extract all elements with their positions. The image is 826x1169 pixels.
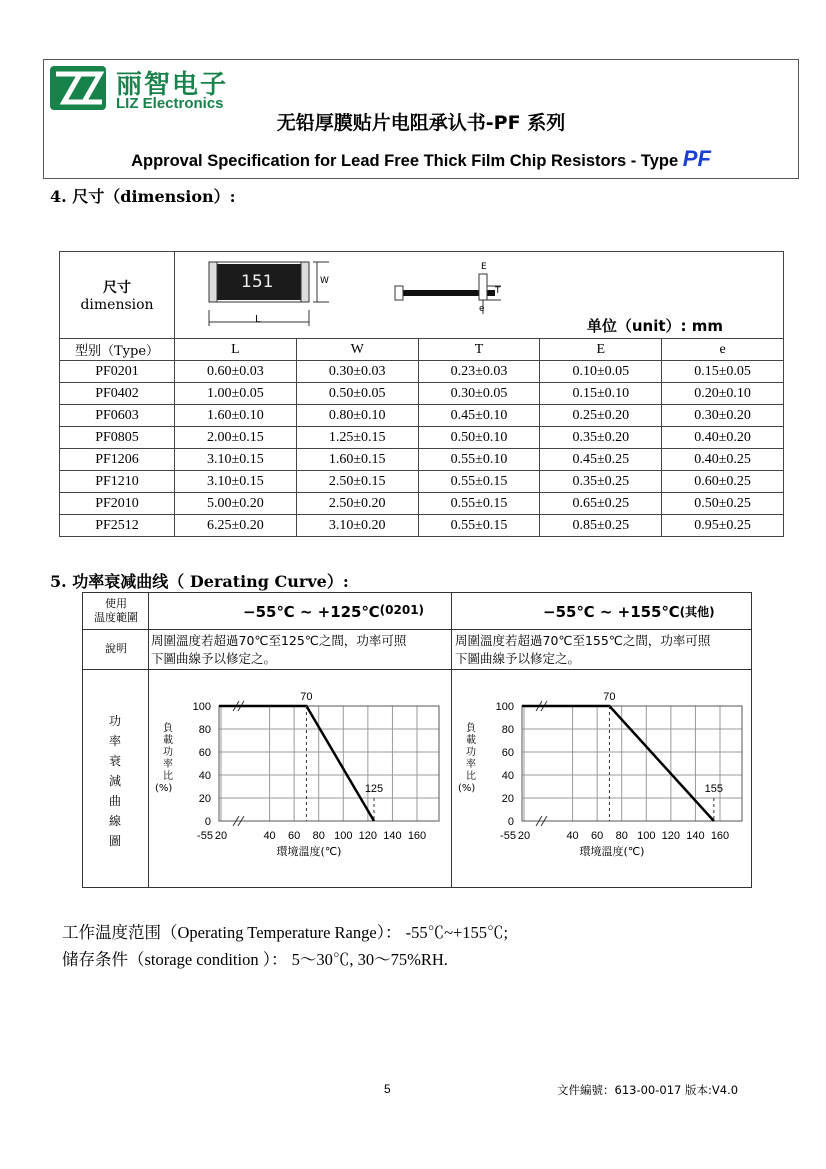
column-header: 型别（Type） <box>60 339 175 361</box>
table-body <box>60 361 784 537</box>
dimension-value-cell: 0.20±0.10 <box>662 383 784 405</box>
table-row <box>60 493 784 515</box>
dimension-value-cell: 0.40±0.25 <box>662 449 784 471</box>
x-tick-label: 40 <box>566 830 579 842</box>
x-tick-label: 100 <box>334 830 353 842</box>
note-right <box>455 632 751 668</box>
section4-heading: 4. 尺寸（dimension）: <box>50 187 236 206</box>
dimension-value-cell: 1.60±0.15 <box>296 449 418 471</box>
y-tick-label: 100 <box>495 701 514 713</box>
dimension-value-cell: 0.30±0.03 <box>296 361 418 383</box>
note-right-line-2: 下圖曲線予以修定之。 <box>455 651 581 666</box>
dimension-value-cell: 1.25±0.15 <box>296 427 418 449</box>
temperature-range-label: 使用 温度範圍 <box>94 597 138 624</box>
column-header: L <box>175 339 297 361</box>
range-left-tag: (0201) <box>379 603 425 617</box>
dimension-value-cell: 0.95±0.25 <box>662 515 784 537</box>
dimension-value-cell: 0.60±0.25 <box>662 471 784 493</box>
table-row <box>60 427 784 449</box>
y-tick-label: 0 <box>204 816 211 828</box>
dimension-value-cell: 3.10±0.20 <box>296 515 418 537</box>
dimension-drawing <box>175 252 783 338</box>
dimension-value-cell: 3.10±0.15 <box>175 471 297 493</box>
document-header <box>43 59 799 179</box>
range-right <box>543 603 715 621</box>
column-header: W <box>296 339 418 361</box>
range-right-text: −55℃ ~ +155℃ <box>543 603 680 621</box>
resistor-drawing <box>195 252 525 338</box>
plot-frame <box>219 706 439 821</box>
knee-annotation: 70 <box>603 691 616 703</box>
x-tick-label: 60 <box>591 830 604 842</box>
brand-name-en: LIZ Electronics <box>116 95 224 112</box>
y-tick-label: 60 <box>198 747 211 759</box>
table-header-row <box>60 252 784 339</box>
liz-logo-icon <box>50 66 106 110</box>
derating-chart-0201 <box>149 671 451 885</box>
x-tick-label: 100 <box>637 830 656 842</box>
x-tick-label: 80 <box>312 830 325 842</box>
title-en-type: PF <box>682 146 711 171</box>
x-tick-label: 160 <box>407 830 427 842</box>
dimension-table <box>59 251 784 537</box>
title-cn: 无铅厚膜贴片电阻承认书-PF 系列 <box>276 112 566 134</box>
dimension-value-cell: 0.10±0.05 <box>540 361 662 383</box>
e-small-label: e <box>479 304 485 314</box>
dimension-drawing-cell <box>175 252 784 339</box>
end-annotation: 155 <box>704 783 724 795</box>
type-cell: PF1206 <box>60 449 175 471</box>
table-row <box>60 449 784 471</box>
dimension-value-cell: 6.25±0.20 <box>175 515 297 537</box>
y-axis-label: 負載功率比(%) <box>155 723 173 794</box>
note-right-line-1: 周圍溫度若超過70℃至155℃之間，功率可照 <box>455 633 711 648</box>
x-tick-label: 20 <box>214 830 228 842</box>
note-left-line-1: 周圍溫度若超過70℃至125℃之間，功率可照 <box>151 633 407 648</box>
dimension-value-cell: 0.85±0.25 <box>540 515 662 537</box>
dimension-value-cell: 0.50±0.25 <box>662 493 784 515</box>
x-tick-label: 140 <box>383 830 402 842</box>
knee-annotation: 70 <box>300 691 313 703</box>
unit-label: 单位（unit）: mm <box>586 317 723 335</box>
y-tick-label: 80 <box>198 724 211 736</box>
storage-condition: 储存条件（storage condition ）： 5～30℃, 30～75%RH. <box>62 950 448 969</box>
column-header: T <box>418 339 540 361</box>
table-row <box>60 471 784 493</box>
title-en-text: Approval Specification for Lead Free Thick Film Chip Resistors - Type <box>131 152 679 170</box>
y-tick-label: 40 <box>501 770 514 782</box>
table-row <box>60 383 784 405</box>
derating-chart-other <box>452 671 751 885</box>
operating-temperature: 工作温度范围（Operating Temperature Range）： -55℃~+155℃; <box>62 923 509 942</box>
x-tick-label: -55 <box>500 830 516 842</box>
x-axis-label: 環境溫度(℃) <box>579 845 645 858</box>
y-tick-label: 0 <box>507 816 514 828</box>
dimension-value-cell: 0.40±0.20 <box>662 427 784 449</box>
y-tick-label: 100 <box>192 701 211 713</box>
x-axis-label: 環境溫度(℃) <box>276 845 342 858</box>
type-cell: PF2512 <box>60 515 175 537</box>
e-label: E <box>481 262 487 272</box>
type-cell: PF1210 <box>60 471 175 493</box>
document-number: 文件編號：613-00-017 版本:V4.0 <box>557 1083 739 1097</box>
dimension-value-cell: 0.30±0.05 <box>418 383 540 405</box>
section5-heading: 5. 功率衰减曲线（ Derating Curve）: <box>50 572 349 591</box>
y-tick-label: 80 <box>501 724 514 736</box>
dimension-value-cell: 0.55±0.15 <box>418 493 540 515</box>
type-cell: PF0201 <box>60 361 175 383</box>
x-tick-label: -55 <box>197 830 213 842</box>
x-tick-label: 120 <box>358 830 378 842</box>
type-cell: PF0402 <box>60 383 175 405</box>
x-tick-label: 60 <box>288 830 301 842</box>
dimension-value-cell: 1.60±0.10 <box>175 405 297 427</box>
dimension-label-en: dimension <box>80 297 154 313</box>
note-left-line-2: 下圖曲線予以修定之。 <box>151 651 277 666</box>
range-left-text: −55℃ ~ +125℃ <box>243 603 380 621</box>
dimension-value-cell: 0.80±0.10 <box>296 405 418 427</box>
range-right-tag: (其他) <box>679 605 715 619</box>
type-cell: PF2010 <box>60 493 175 515</box>
dimension-value-cell: 0.30±0.20 <box>662 405 784 427</box>
dimension-value-cell: 0.45±0.10 <box>418 405 540 427</box>
y-tick-label: 40 <box>198 770 211 782</box>
type-cell: PF0805 <box>60 427 175 449</box>
x-tick-label: 160 <box>710 830 730 842</box>
t-label: T <box>495 286 501 296</box>
dimension-value-cell: 5.00±0.20 <box>175 493 297 515</box>
type-cell: PF0603 <box>60 405 175 427</box>
dimension-value-cell: 0.15±0.05 <box>662 361 784 383</box>
column-header: e <box>662 339 784 361</box>
dimension-value-cell: 0.25±0.20 <box>540 405 662 427</box>
w-label: W <box>320 276 329 286</box>
dimension-value-cell: 0.50±0.05 <box>296 383 418 405</box>
description-label: 說明 <box>105 642 127 655</box>
x-tick-label: 20 <box>517 830 531 842</box>
dimension-value-cell: 0.35±0.25 <box>540 471 662 493</box>
y-tick-label: 20 <box>198 793 211 805</box>
dimension-value-cell: 0.55±0.10 <box>418 449 540 471</box>
dimension-value-cell: 3.10±0.15 <box>175 449 297 471</box>
x-tick-label: 40 <box>263 830 276 842</box>
derating-curve-label: 功 率 衰 減 曲 線 圖 <box>108 714 121 848</box>
dimension-value-cell: 0.15±0.10 <box>540 383 662 405</box>
dimension-value-cell: 0.23±0.03 <box>418 361 540 383</box>
column-header: E <box>540 339 662 361</box>
x-tick-label: 120 <box>661 830 681 842</box>
end-annotation: 125 <box>364 783 384 795</box>
derating-curve-line <box>522 706 714 821</box>
dimension-label-cn: 尺寸 <box>103 280 131 296</box>
plot-frame <box>522 706 742 821</box>
dimension-value-cell: 0.65±0.25 <box>540 493 662 515</box>
dimension-value-cell: 2.50±0.20 <box>296 493 418 515</box>
dimension-value-cell: 0.55±0.15 <box>418 515 540 537</box>
range-left <box>243 603 424 621</box>
dimension-value-cell: 0.35±0.20 <box>540 427 662 449</box>
dimension-value-cell: 1.00±0.05 <box>175 383 297 405</box>
table-row <box>60 405 784 427</box>
y-tick-label: 60 <box>501 747 514 759</box>
dimension-label-cell <box>60 252 175 339</box>
page-number: 5 <box>384 1082 391 1096</box>
table-row <box>60 515 784 537</box>
table-column-header-row <box>60 339 784 361</box>
dimension-value-cell: 0.50±0.10 <box>418 427 540 449</box>
dimension-value-cell: 0.60±0.03 <box>175 361 297 383</box>
dimension-value-cell: 0.45±0.25 <box>540 449 662 471</box>
y-axis-label: 負載功率比(%) <box>458 723 476 794</box>
dimension-value-cell: 0.55±0.15 <box>418 471 540 493</box>
note-left <box>151 632 449 668</box>
table-row <box>60 361 784 383</box>
dimension-value-cell: 2.00±0.15 <box>175 427 297 449</box>
title-en <box>44 146 798 172</box>
resistor-marking: 151 <box>241 272 274 292</box>
derating-table <box>82 592 752 888</box>
x-tick-label: 80 <box>615 830 628 842</box>
l-label: L <box>255 314 261 325</box>
y-tick-label: 20 <box>501 793 514 805</box>
dimension-value-cell: 2.50±0.15 <box>296 471 418 493</box>
derating-curve-line <box>219 706 374 821</box>
brand-name-cn: 丽智电子 <box>116 70 229 100</box>
x-tick-label: 140 <box>686 830 705 842</box>
